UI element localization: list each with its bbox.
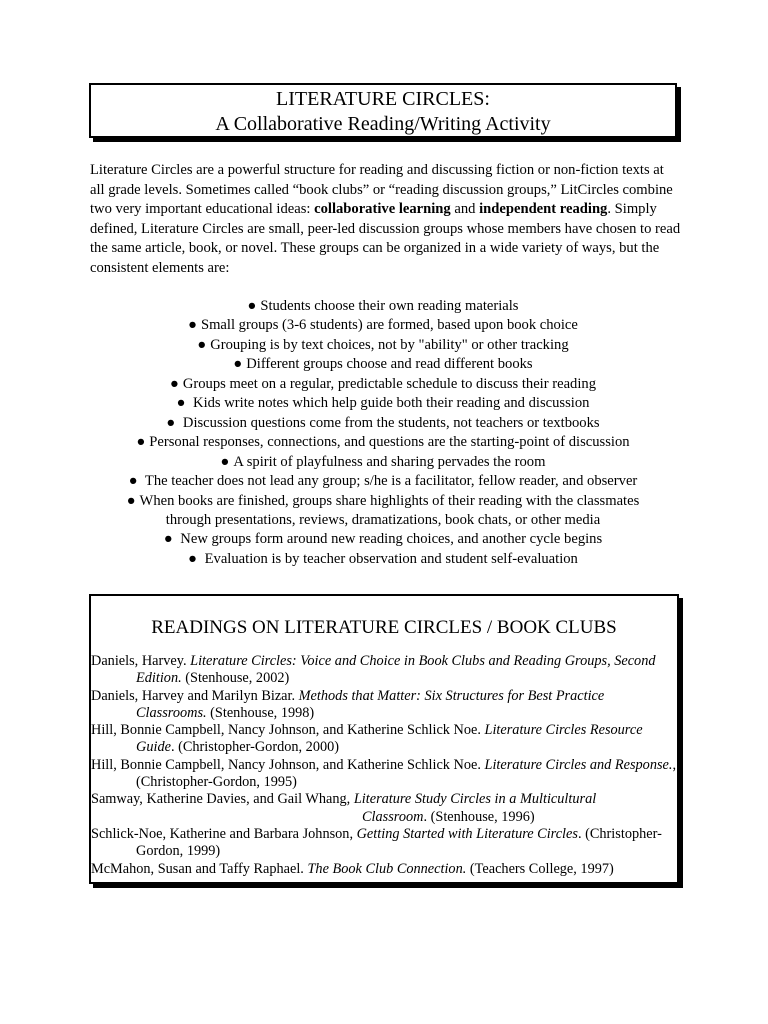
- title-line-2: A Collaborative Reading/Writing Activity: [215, 113, 551, 135]
- bullet-icon: ●: [220, 453, 230, 470]
- reference-item: McMahon, Susan and Taffy Raphael. The Book Club Connection. (Teachers College, 1997): [91, 860, 614, 877]
- bullet-icon: ●: [233, 356, 243, 373]
- bullet-icon: ●: [128, 473, 138, 490]
- list-item: ● Grouping is by text choices, not by "ability" or other tracking: [197, 336, 569, 353]
- list-item: ● Students choose their own reading materials: [247, 298, 519, 314]
- intro-text-2: and: [450, 201, 480, 217]
- reference-item: Daniels, Harvey. Literature Circles: Voice and Choice in Book Clubs and Reading Groups, Second Edition. (Stenhouse, 2002): [91, 653, 656, 687]
- bullet-icon: ●: [126, 492, 136, 509]
- title-box: [89, 83, 677, 138]
- intro-paragraph: [90, 161, 682, 278]
- list-item-continuation: through presentations, reviews, dramatizations, book chats, or other media: [165, 511, 601, 528]
- intro-bold-independent: independent reading: [479, 201, 608, 217]
- bullet-icon: ●: [247, 298, 257, 314]
- bullet-icon: ●: [176, 395, 186, 412]
- list-item: ● Discussion questions come from the students, not teachers or textbooks: [166, 414, 600, 431]
- reference-item: Daniels, Harvey and Marilyn Bizar. Methods that Matter: Six Structures for Best Practice Classrooms. (Stenhouse, 1998): [91, 687, 605, 721]
- bullet-icon: ●: [188, 550, 197, 567]
- bullet-icon: ●: [188, 317, 197, 334]
- list-item: ● Different groups choose and read different books: [233, 356, 533, 373]
- bullet-icon: ●: [166, 414, 176, 431]
- list-item: ● Personal responses, connections, and questions are the starting-point of discussion: [136, 434, 630, 451]
- elements-list: [90, 297, 676, 569]
- bullet-icon: ●: [197, 336, 207, 353]
- reference-list: [91, 653, 677, 878]
- reference-item: Samway, Katherine Davies, and Gail Whang, Literature Study Circles in a Multicultural Classroom. (Stenhouse, 1996): [91, 791, 597, 825]
- readings-box: [89, 594, 679, 884]
- reference-item: Hill, Bonnie Campbell, Nancy Johnson, and Katherine Schlick Noe. Literature Circles Resource Guide. (Christopher-Gordon, 2000): [91, 722, 643, 756]
- bullet-icon: ●: [136, 434, 146, 451]
- title-line-1: LITERATURE CIRCLES:: [276, 88, 490, 110]
- list-item: ● Evaluation is by teacher observation and student self-evaluation: [188, 550, 578, 567]
- bullet-icon: ●: [163, 531, 173, 548]
- list-item: ● A spirit of playfulness and sharing pervades the room: [220, 453, 546, 470]
- bullet-icon: ●: [170, 375, 179, 392]
- intro-bold-collaborative: collaborative learning: [314, 201, 451, 217]
- reference-item: Hill, Bonnie Campbell, Nancy Johnson, and Katherine Schlick Noe. Literature Circles and Response., (Christopher-Gordon, 1995): [91, 756, 677, 791]
- list-item: ● New groups form around new reading choices, and another cycle begins: [163, 531, 603, 548]
- readings-title: READINGS ON LITERATURE CIRCLES / BOOK CLUBS: [151, 617, 617, 638]
- intro-text-1: Literature Circles are a powerful structure for reading and discussing fiction or non-fiction texts at all grade levels. Sometimes called “book clubs” or “reading discussion groups,” LitCircles combine two very important educational ideas:: [90, 162, 673, 217]
- reference-item: Schlick-Noe, Katherine and Barbara Johnson, Getting Started with Literature Circles. (Christopher-Gordon, 1999): [91, 825, 662, 860]
- list-item: ● Kids write notes which help guide both their reading and discussion: [176, 395, 590, 412]
- list-item: ● The teacher does not lead any group; s/he is a facilitator, fellow reader, and observer: [128, 473, 638, 490]
- list-item: ● Small groups (3-6 students) are formed, based upon book choice: [188, 317, 578, 334]
- list-item: ● Groups meet on a regular, predictable schedule to discuss their reading: [170, 375, 596, 392]
- list-item: ● When books are finished, groups share highlights of their reading with the classmates: [126, 492, 640, 509]
- intro-text-3: . Simply defined, Literature Circles are small, peer-led discussion groups whose members have chosen to read the same article, book, or novel. These groups can be organized in a wide variety of ways, but the consistent elements are:: [90, 201, 681, 276]
